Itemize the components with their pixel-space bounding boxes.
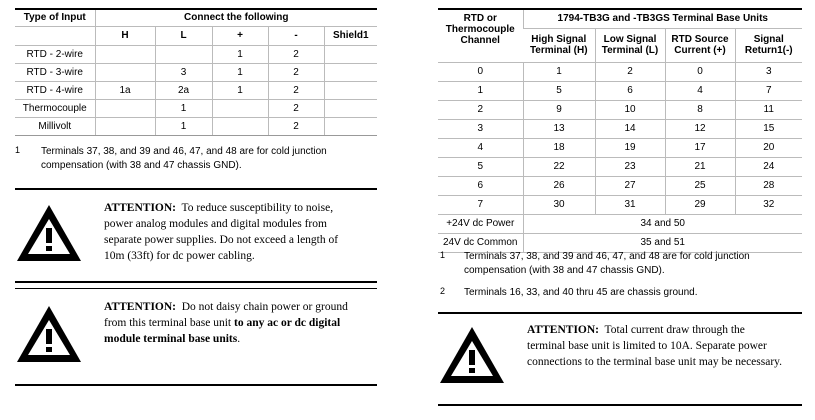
attention-text: from this terminal base unit xyxy=(104,317,232,329)
attention-note-3 xyxy=(527,322,807,370)
cell-minus: 11 xyxy=(735,100,802,119)
cell-l: 1 xyxy=(155,117,212,135)
rtd-source-header: RTD Source Current (+) xyxy=(665,28,735,62)
divider xyxy=(438,404,802,406)
cell-l: 27 xyxy=(595,176,665,195)
cell-minus: 3 xyxy=(735,62,802,81)
high-signal-header: High Signal Terminal (H) xyxy=(523,28,595,62)
cell-shield xyxy=(324,117,377,135)
cell-h: 13 xyxy=(523,119,595,138)
table-row xyxy=(438,100,802,119)
table-row xyxy=(438,62,802,81)
attention-text: . xyxy=(237,333,241,345)
cell-minus: 2 xyxy=(268,63,324,81)
cell-h: 9 xyxy=(523,100,595,119)
cell-plus xyxy=(212,99,268,117)
cell-channel: 5 xyxy=(438,157,523,176)
cell-l: 2a xyxy=(155,81,212,99)
cell-l: 10 xyxy=(595,100,665,119)
cell-channel: 6 xyxy=(438,176,523,195)
footnote-line: Terminals 37, 38, and 39 and 46, 47, and 48 are for cold junction xyxy=(41,146,327,157)
divider xyxy=(438,312,802,314)
cell-plus xyxy=(212,117,268,135)
connect-following-header: Connect the following xyxy=(95,9,377,26)
cell-minus: 32 xyxy=(735,195,802,214)
right-footnote-2 xyxy=(440,286,802,302)
col-minus-header: - xyxy=(268,26,324,45)
col-l-header: L xyxy=(155,26,212,45)
cell-type: Thermocouple xyxy=(15,99,95,117)
power-label: +24V dc Power xyxy=(438,214,523,233)
cell-plus: 1 xyxy=(212,63,268,81)
attention-text: terminal base unit is limited to 10A. Separate power xyxy=(527,340,767,352)
cell-l: 6 xyxy=(595,81,665,100)
cell-shield xyxy=(324,81,377,99)
footnote-line: Terminals 16, 33, and 40 thru 45 are chassis ground. xyxy=(464,287,698,298)
cell-h xyxy=(95,117,155,135)
attention-text-bold: module terminal base units xyxy=(104,333,238,345)
table-row xyxy=(438,81,802,100)
footnote-number: 1 xyxy=(440,250,446,260)
cell-channel: 0 xyxy=(438,62,523,81)
cell-plus: 1 xyxy=(212,81,268,99)
channel-header: RTD or Thermocouple Channel xyxy=(438,9,523,62)
cell-plus: 1 xyxy=(212,45,268,63)
cell-h xyxy=(95,45,155,63)
attention-note-2 xyxy=(104,299,376,347)
col-shield-header: Shield1 xyxy=(324,26,377,45)
cell-shield xyxy=(324,99,377,117)
cell-plus: 8 xyxy=(665,100,735,119)
footnote-line: Terminals 37, 38, and 39 and 46, 47, and 48 are for cold junction xyxy=(464,251,750,262)
attention-text: connections to the terminal base unit may be necessary. xyxy=(527,356,783,368)
footnote-number: 2 xyxy=(440,286,446,296)
col-h-header: H xyxy=(95,26,155,45)
cell-type: Millivolt xyxy=(15,117,95,135)
cell-l: 23 xyxy=(595,157,665,176)
cell-h: 30 xyxy=(523,195,595,214)
table-row xyxy=(15,81,377,99)
attention-text: To reduce susceptibility to noise, xyxy=(181,202,334,214)
signal-return-header: Signal Return1(-) xyxy=(735,28,802,62)
cell-plus: 21 xyxy=(665,157,735,176)
attention-text: 10m (33ft) for dc power cabling. xyxy=(104,250,255,262)
attention-text-bold: to any ac or dc digital xyxy=(234,317,341,329)
right-footnote-1 xyxy=(440,250,802,280)
low-signal-header: Low Signal Terminal (L) xyxy=(595,28,665,62)
cell-h: 22 xyxy=(523,157,595,176)
cell-type: RTD - 3-wire xyxy=(15,63,95,81)
cell-shield xyxy=(324,45,377,63)
left-footnote xyxy=(15,145,375,175)
cell-l: 31 xyxy=(595,195,665,214)
power-value: 34 and 50 xyxy=(523,214,802,233)
power-label: 24V dc Common xyxy=(438,233,523,252)
units-header: 1794-TB3G and -TB3GS Terminal Base Units xyxy=(523,9,802,28)
footnote-number: 1 xyxy=(15,145,21,155)
table-row xyxy=(438,195,802,214)
divider xyxy=(15,288,377,289)
cell-channel: 1 xyxy=(438,81,523,100)
cell-channel: 2 xyxy=(438,100,523,119)
table-row xyxy=(15,63,377,81)
cell-plus: 0 xyxy=(665,62,735,81)
attention-note-1 xyxy=(104,200,374,264)
terminal-base-table xyxy=(438,8,802,253)
cell-l: 19 xyxy=(595,138,665,157)
blank-header xyxy=(15,26,95,45)
cell-plus: 12 xyxy=(665,119,735,138)
cell-l: 14 xyxy=(595,119,665,138)
cell-minus: 2 xyxy=(268,117,324,135)
cell-type: RTD - 2-wire xyxy=(15,45,95,63)
cell-type: RTD - 4-wire xyxy=(15,81,95,99)
cell-l: 3 xyxy=(155,63,212,81)
cell-plus: 29 xyxy=(665,195,735,214)
table-row xyxy=(15,117,377,135)
attention-lead: ATTENTION: xyxy=(104,301,176,313)
cell-minus: 2 xyxy=(268,45,324,63)
col-plus-header: + xyxy=(212,26,268,45)
cell-h: 26 xyxy=(523,176,595,195)
footnote-line: compensation (with 38 and 47 chassis GND). xyxy=(41,160,242,171)
cell-h: 1 xyxy=(523,62,595,81)
attention-text: power analog modules and digital modules from xyxy=(104,218,327,230)
cell-minus: 24 xyxy=(735,157,802,176)
cell-h: 1a xyxy=(95,81,155,99)
table-row xyxy=(438,119,802,138)
cell-minus: 2 xyxy=(268,99,324,117)
cell-channel: 7 xyxy=(438,195,523,214)
cell-plus: 4 xyxy=(665,81,735,100)
input-connection-table xyxy=(15,8,377,136)
attention-text: separate power supplies. Do not exceed a length of xyxy=(104,234,339,246)
cell-channel: 3 xyxy=(438,119,523,138)
cell-h xyxy=(95,99,155,117)
cell-plus: 25 xyxy=(665,176,735,195)
cell-h: 5 xyxy=(523,81,595,100)
cell-minus: 2 xyxy=(268,81,324,99)
cell-minus: 28 xyxy=(735,176,802,195)
table-row xyxy=(438,176,802,195)
type-of-input-header: Type of Input xyxy=(15,9,95,26)
power-value: 35 and 51 xyxy=(523,233,802,252)
table-row xyxy=(15,99,377,117)
cell-minus: 20 xyxy=(735,138,802,157)
cell-h: 18 xyxy=(523,138,595,157)
cell-minus: 7 xyxy=(735,81,802,100)
power-row xyxy=(438,214,802,233)
cell-l xyxy=(155,45,212,63)
cell-channel: 4 xyxy=(438,138,523,157)
footnote-line: compensation (with 38 and 47 chassis GND). xyxy=(464,265,665,276)
divider xyxy=(15,281,377,283)
table-row xyxy=(438,157,802,176)
cell-minus: 15 xyxy=(735,119,802,138)
warning-triangle-icon xyxy=(14,303,84,365)
attention-lead: ATTENTION: xyxy=(527,324,599,336)
cell-l: 2 xyxy=(595,62,665,81)
warning-triangle-icon xyxy=(14,202,84,264)
attention-text: Do not daisy chain power or ground xyxy=(181,301,348,313)
warning-triangle-icon xyxy=(437,324,507,386)
cell-plus: 17 xyxy=(665,138,735,157)
cell-shield xyxy=(324,63,377,81)
attention-text: Total current draw through the xyxy=(604,324,745,336)
table-row xyxy=(15,45,377,63)
cell-l: 1 xyxy=(155,99,212,117)
table-row xyxy=(438,138,802,157)
cell-h xyxy=(95,63,155,81)
attention-lead: ATTENTION: xyxy=(104,202,176,214)
divider xyxy=(15,188,377,190)
divider xyxy=(15,384,377,386)
